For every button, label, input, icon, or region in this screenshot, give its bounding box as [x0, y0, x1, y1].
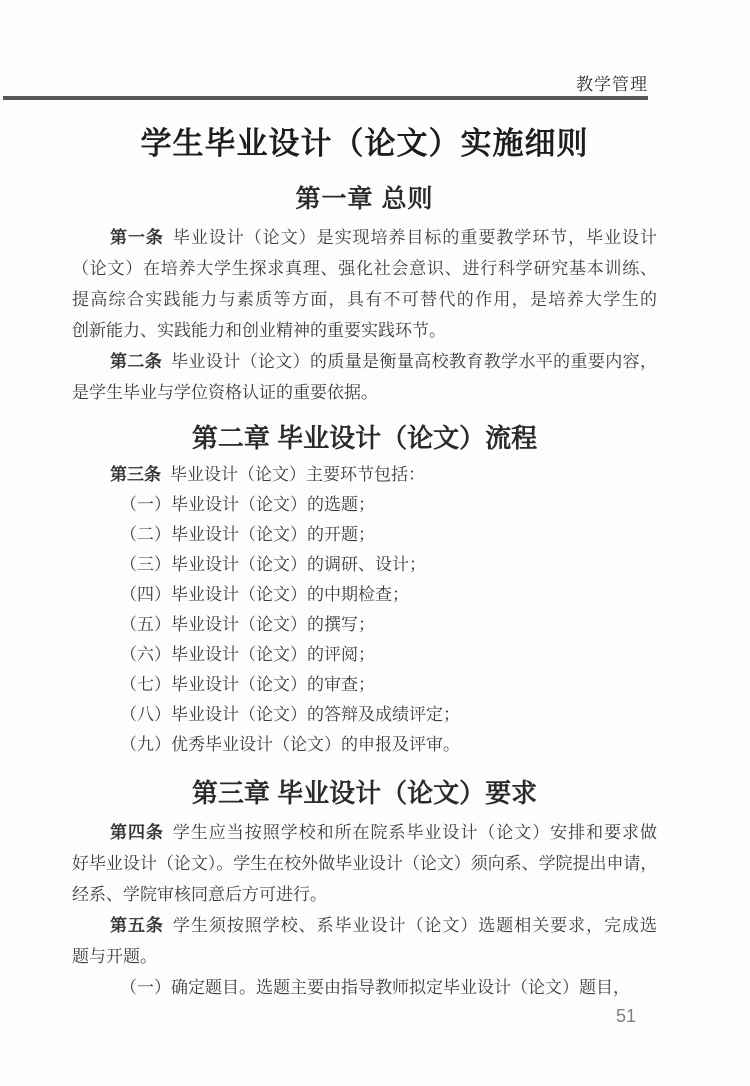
article-3-label: 第三条	[110, 465, 161, 484]
article-2-paragraph	[72, 346, 657, 408]
paragraph-line	[72, 459, 657, 490]
article-3-text-line: 毕业设计（论文）主要环节包括：	[170, 465, 425, 484]
article-4-text-line: 学生应当按照学校和所在院系毕业设计（论文）安排和要求做	[172, 823, 658, 842]
process-step-item: （七）毕业设计（论文）的审查；	[120, 675, 375, 694]
article-1-paragraph	[72, 222, 657, 346]
process-step-item: （八）毕业设计（论文）的答辩及成绩评定；	[120, 705, 460, 724]
article-3-paragraph	[72, 459, 657, 490]
paragraph-line	[72, 910, 657, 941]
article-4-label: 第四条	[110, 823, 164, 842]
process-step-item: （九）优秀毕业设计（论文）的申报及评审。	[120, 735, 460, 754]
paragraph-line: 题与开题。	[72, 947, 157, 966]
article-2-label: 第二条	[110, 352, 163, 371]
chapter-3-heading: 第三章 毕业设计（论文）要求	[191, 778, 538, 808]
header-rule	[3, 96, 648, 100]
running-header-label: 教学管理	[576, 75, 648, 94]
page-number: 51	[616, 1006, 637, 1026]
paragraph-line: 好毕业设计（论文）。学生在校外做毕业设计（论文）须向系、学院提出申请，	[72, 854, 657, 873]
article-5-paragraph	[72, 910, 657, 972]
process-step-item: （二）毕业设计（论文）的开题；	[120, 525, 375, 544]
document-content	[72, 118, 657, 1003]
process-step-item: （三）毕业设计（论文）的调研、设计；	[120, 555, 426, 574]
sub-item-line: （一）确定题目。选题主要由指导教师拟定毕业设计（论文）题目，	[120, 978, 630, 997]
paragraph-line	[72, 346, 657, 377]
process-step-list	[72, 490, 657, 760]
article-2-text-line: 毕业设计（论文）的质量是衡量高校教育教学水平的重要内容，	[171, 352, 658, 371]
process-step-item: （六）毕业设计（论文）的评阅；	[120, 645, 375, 664]
paragraph-line	[72, 222, 657, 253]
article-1-label: 第一条	[110, 228, 164, 247]
paragraph-line	[72, 817, 657, 848]
process-step-item: （一）毕业设计（论文）的选题；	[120, 495, 375, 514]
paragraph-line: 经系、学院审核同意后方可进行。	[72, 885, 327, 904]
process-step-item: （五）毕业设计（论文）的撰写；	[120, 615, 375, 634]
chapter-1-heading: 第一章 总则	[295, 185, 434, 213]
process-step-item: （四）毕业设计（论文）的中期检查；	[120, 585, 409, 604]
article-4-paragraph	[72, 817, 657, 910]
chapter-2-heading: 第二章 毕业设计（论文）流程	[191, 423, 538, 453]
paragraph-line: 提高综合实践能力与素质等方面，具有不可替代的作用，是培养大学生的	[72, 290, 657, 309]
paragraph-line: （论文）在培养大学生探求真理、强化社会意识、进行科学研究基本训练、	[72, 259, 657, 278]
paragraph-line: 创新能力、实践能力和创业精神的重要实践环节。	[72, 321, 446, 340]
article-5-text-line: 学生须按照学校、系毕业设计（论文）选题相关要求，完成选	[172, 916, 658, 935]
document-title: 学生毕业设计（论文）实施细则	[140, 126, 589, 161]
article-1-text-line: 毕业设计（论文）是实现培养目标的重要教学环节，毕业设计	[172, 228, 658, 247]
paragraph-line: 是学生毕业与学位资格认证的重要依据。	[72, 383, 378, 402]
article-5-label: 第五条	[110, 916, 164, 935]
